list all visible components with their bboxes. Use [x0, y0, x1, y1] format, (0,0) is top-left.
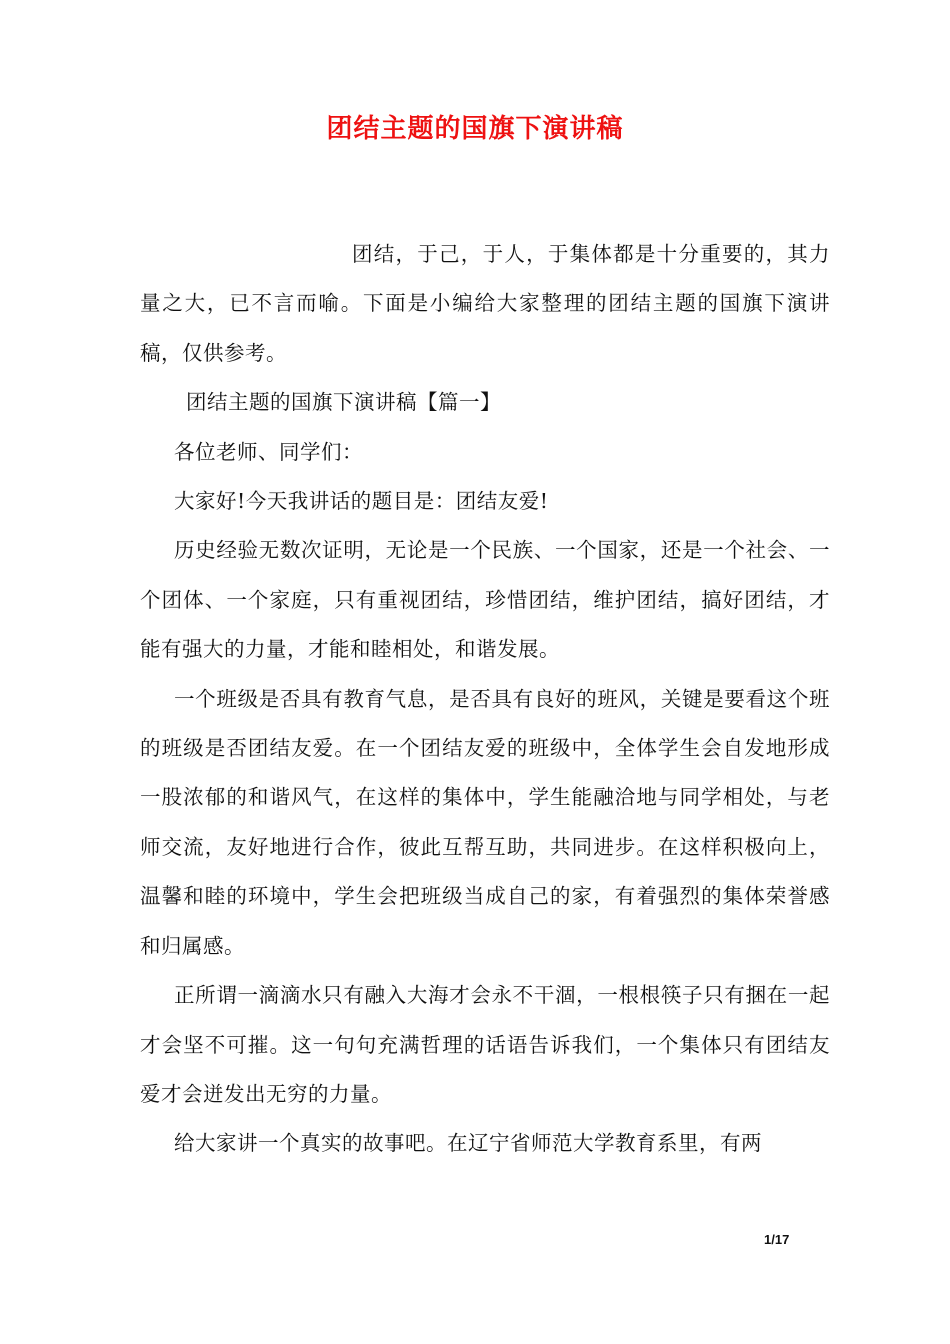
document-body — [140, 230, 830, 1169]
body-paragraph: 正所谓一滴滴水只有融入大海才会永不干涸，一根根筷子只有捆在一起才会坚不可摧。这一句句充满哲理的话语告诉我们，一个集体只有团结友爱才会迸发出无穷的力量。 — [140, 983, 830, 1106]
intro-paragraph: 团结，于己，于人，于集体都是十分重要的，其力量之大，已不言而喻。下面是小编给大家整理的团结主题的国旗下演讲稿，仅供参考。 — [140, 242, 830, 365]
page-number: 1/17 — [764, 1232, 790, 1247]
body-paragraph: 历史经验无数次证明，无论是一个民族、一个国家，还是一个社会、一个团体、一个家庭，只有重视团结，珍惜团结，维护团结，搞好团结，才能有强大的力量，才能和睦相处，和谐发展。 — [140, 538, 830, 662]
greeting-paragraph: 大家好!今天我讲话的题目是：团结友爱! — [174, 489, 549, 514]
section-heading: 团结主题的国旗下演讲稿【篇一】 — [186, 390, 501, 415]
body-paragraph: 一个班级是否具有教育气息，是否具有良好的班风，关键是要看这个班的班级是否团结友爱。在一个团结友爱的班级中，全体学生会自发地形成一股浓郁的和谐风气，在这样的集体中，学生能融洽地与同学相处，与老师交流，友好地进行合作，彼此互帮互助，共同进步。在这样积极向上，温馨和睦的环境中，学生会把班级当成自己的家，有着强烈的集体荣誉感和归属感。 — [140, 686, 830, 958]
document-title: 团结主题的国旗下演讲稿 — [326, 114, 624, 144]
body-paragraph: 给大家讲一个真实的故事吧。在辽宁省师范大学教育系里，有两 — [174, 1131, 762, 1156]
salutation: 各位老师、同学们： — [174, 439, 363, 464]
